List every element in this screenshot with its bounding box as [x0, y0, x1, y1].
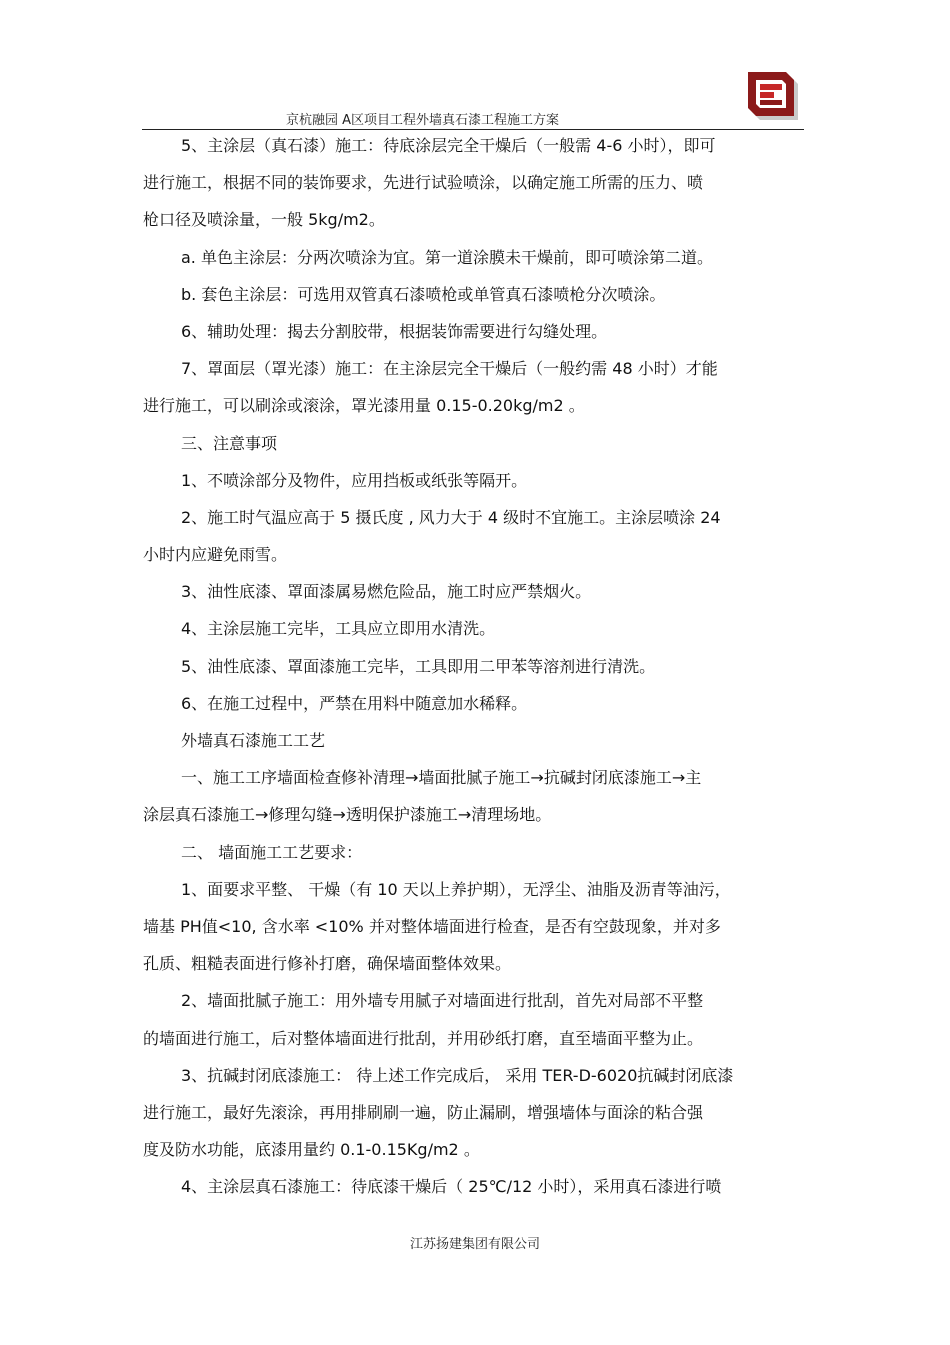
paragraph-line: a. 单色主涂层：分两次喷涂为宜。第一道涂膜未干燥前，即可喷涂第二道。: [181, 247, 713, 267]
paragraph-line: 2、施工时气温应高于 5 摄氏度 , 风力大于 4 级时不宜施工。主涂层喷涂 24: [181, 507, 721, 527]
logo-bar-bottom: [760, 100, 782, 105]
paragraph-line: 二、 墙面施工工艺要求：: [181, 842, 363, 862]
paragraph-line: 枪口径及喷涂量，一般 5kg/m2。: [143, 210, 385, 230]
paragraph-line: 外墙真石漆施工工艺: [181, 731, 326, 750]
header-title: 京杭融园 A区项目工程外墙真石漆工程施工方案: [286, 113, 560, 128]
paragraph-line: 的墙面进行施工，后对整体墙面进行批刮，并用砂纸打磨，直至墙面平整为止。: [143, 1028, 704, 1048]
paragraph-line: 三、注意事项: [181, 433, 278, 453]
paragraph-line: 孔质、粗糙表面进行修补打磨，确保墙面整体效果。: [143, 954, 512, 974]
paragraph-line: 度及防水功能，底漆用量约 0.1-0.15Kg/m2 。: [143, 1140, 480, 1160]
paragraph-line: b. 套色主涂层：可选用双管真石漆喷枪或单管真石漆喷枪分次喷涂。: [181, 284, 666, 304]
paragraph-line: 6、在施工过程中，严禁在用料中随意加水稀释。: [181, 693, 528, 713]
company-logo-icon: [742, 68, 802, 128]
paragraph-line: 1、面要求平整、 干燥（有 10 天以上养护期），无浮尘、油脂及沥青等油污，: [181, 879, 731, 899]
logo-bar-top: [760, 84, 782, 90]
paragraph-line: 3、油性底漆、罩面漆属易燃危险品，施工时应严禁烟火。: [181, 582, 592, 602]
paragraph-line: 4、主涂层施工完毕，工具应立即用水清洗。: [181, 619, 496, 639]
paragraph-line: 5、油性底漆、罩面漆施工完毕，工具即用二甲苯等溶剂进行清洗。: [181, 656, 656, 676]
paragraph-line: 进行施工，根据不同的装饰要求，先进行试验喷涂，以确定施工所需的压力、喷: [143, 173, 704, 193]
paragraph-line: 6、辅助处理：揭去分割胶带，根据装饰需要进行勾缝处理。: [181, 321, 608, 341]
paragraph-line: 3、抗碱封闭底漆施工： 待上述工作完成后， 采用 TER-D-6020抗碱封闭底漆: [181, 1065, 734, 1085]
paragraph-line: 4、主涂层真石漆施工：待底漆干燥后（ 25℃/12 小时），采用真石漆进行喷: [181, 1177, 722, 1197]
document-body: [143, 127, 815, 1205]
paragraph-line: 墙基 PH值<10, 含水率 <10% 并对整体墙面进行检查，是否有空鼓现象，并对多: [143, 916, 721, 936]
paragraph-line: 进行施工，最好先滚涂，再用排刷刷一遍，防止漏刷，增强墙体与面涂的粘合强: [143, 1102, 704, 1122]
paragraph-line: 5、主涂层（真石漆）施工：待底涂层完全干燥后（一般需 4-6 小时），即可: [181, 136, 716, 155]
footer-company: 江苏扬建集团有限公司: [409, 1237, 540, 1252]
paragraph-line: 涂层真石漆施工→修理勾缝→透明保护漆施工→清理场地。: [143, 805, 552, 825]
paragraph-line: 一、施工工序墙面检查修补清理→墙面批腻子施工→抗碱封闭底漆施工→主: [181, 768, 702, 788]
paragraph-line: 进行施工，可以刷涂或滚涂，罩光漆用量 0.15-0.20kg/m2 。: [143, 396, 585, 416]
paragraph-line: 1、不喷涂部分及物件，应用挡板或纸张等隔开。: [181, 470, 528, 490]
paragraph-line: 小时内应避免雨雪。: [143, 545, 288, 565]
paragraph-line: 7、罩面层（罩光漆）施工：在主涂层完全干燥后（一般约需 48 小时）才能: [181, 359, 718, 379]
logo-bar-mid: [760, 92, 774, 98]
paragraph-line: 2、墙面批腻子施工：用外墙专用腻子对墙面进行批刮，首先对局部不平整: [181, 991, 704, 1011]
